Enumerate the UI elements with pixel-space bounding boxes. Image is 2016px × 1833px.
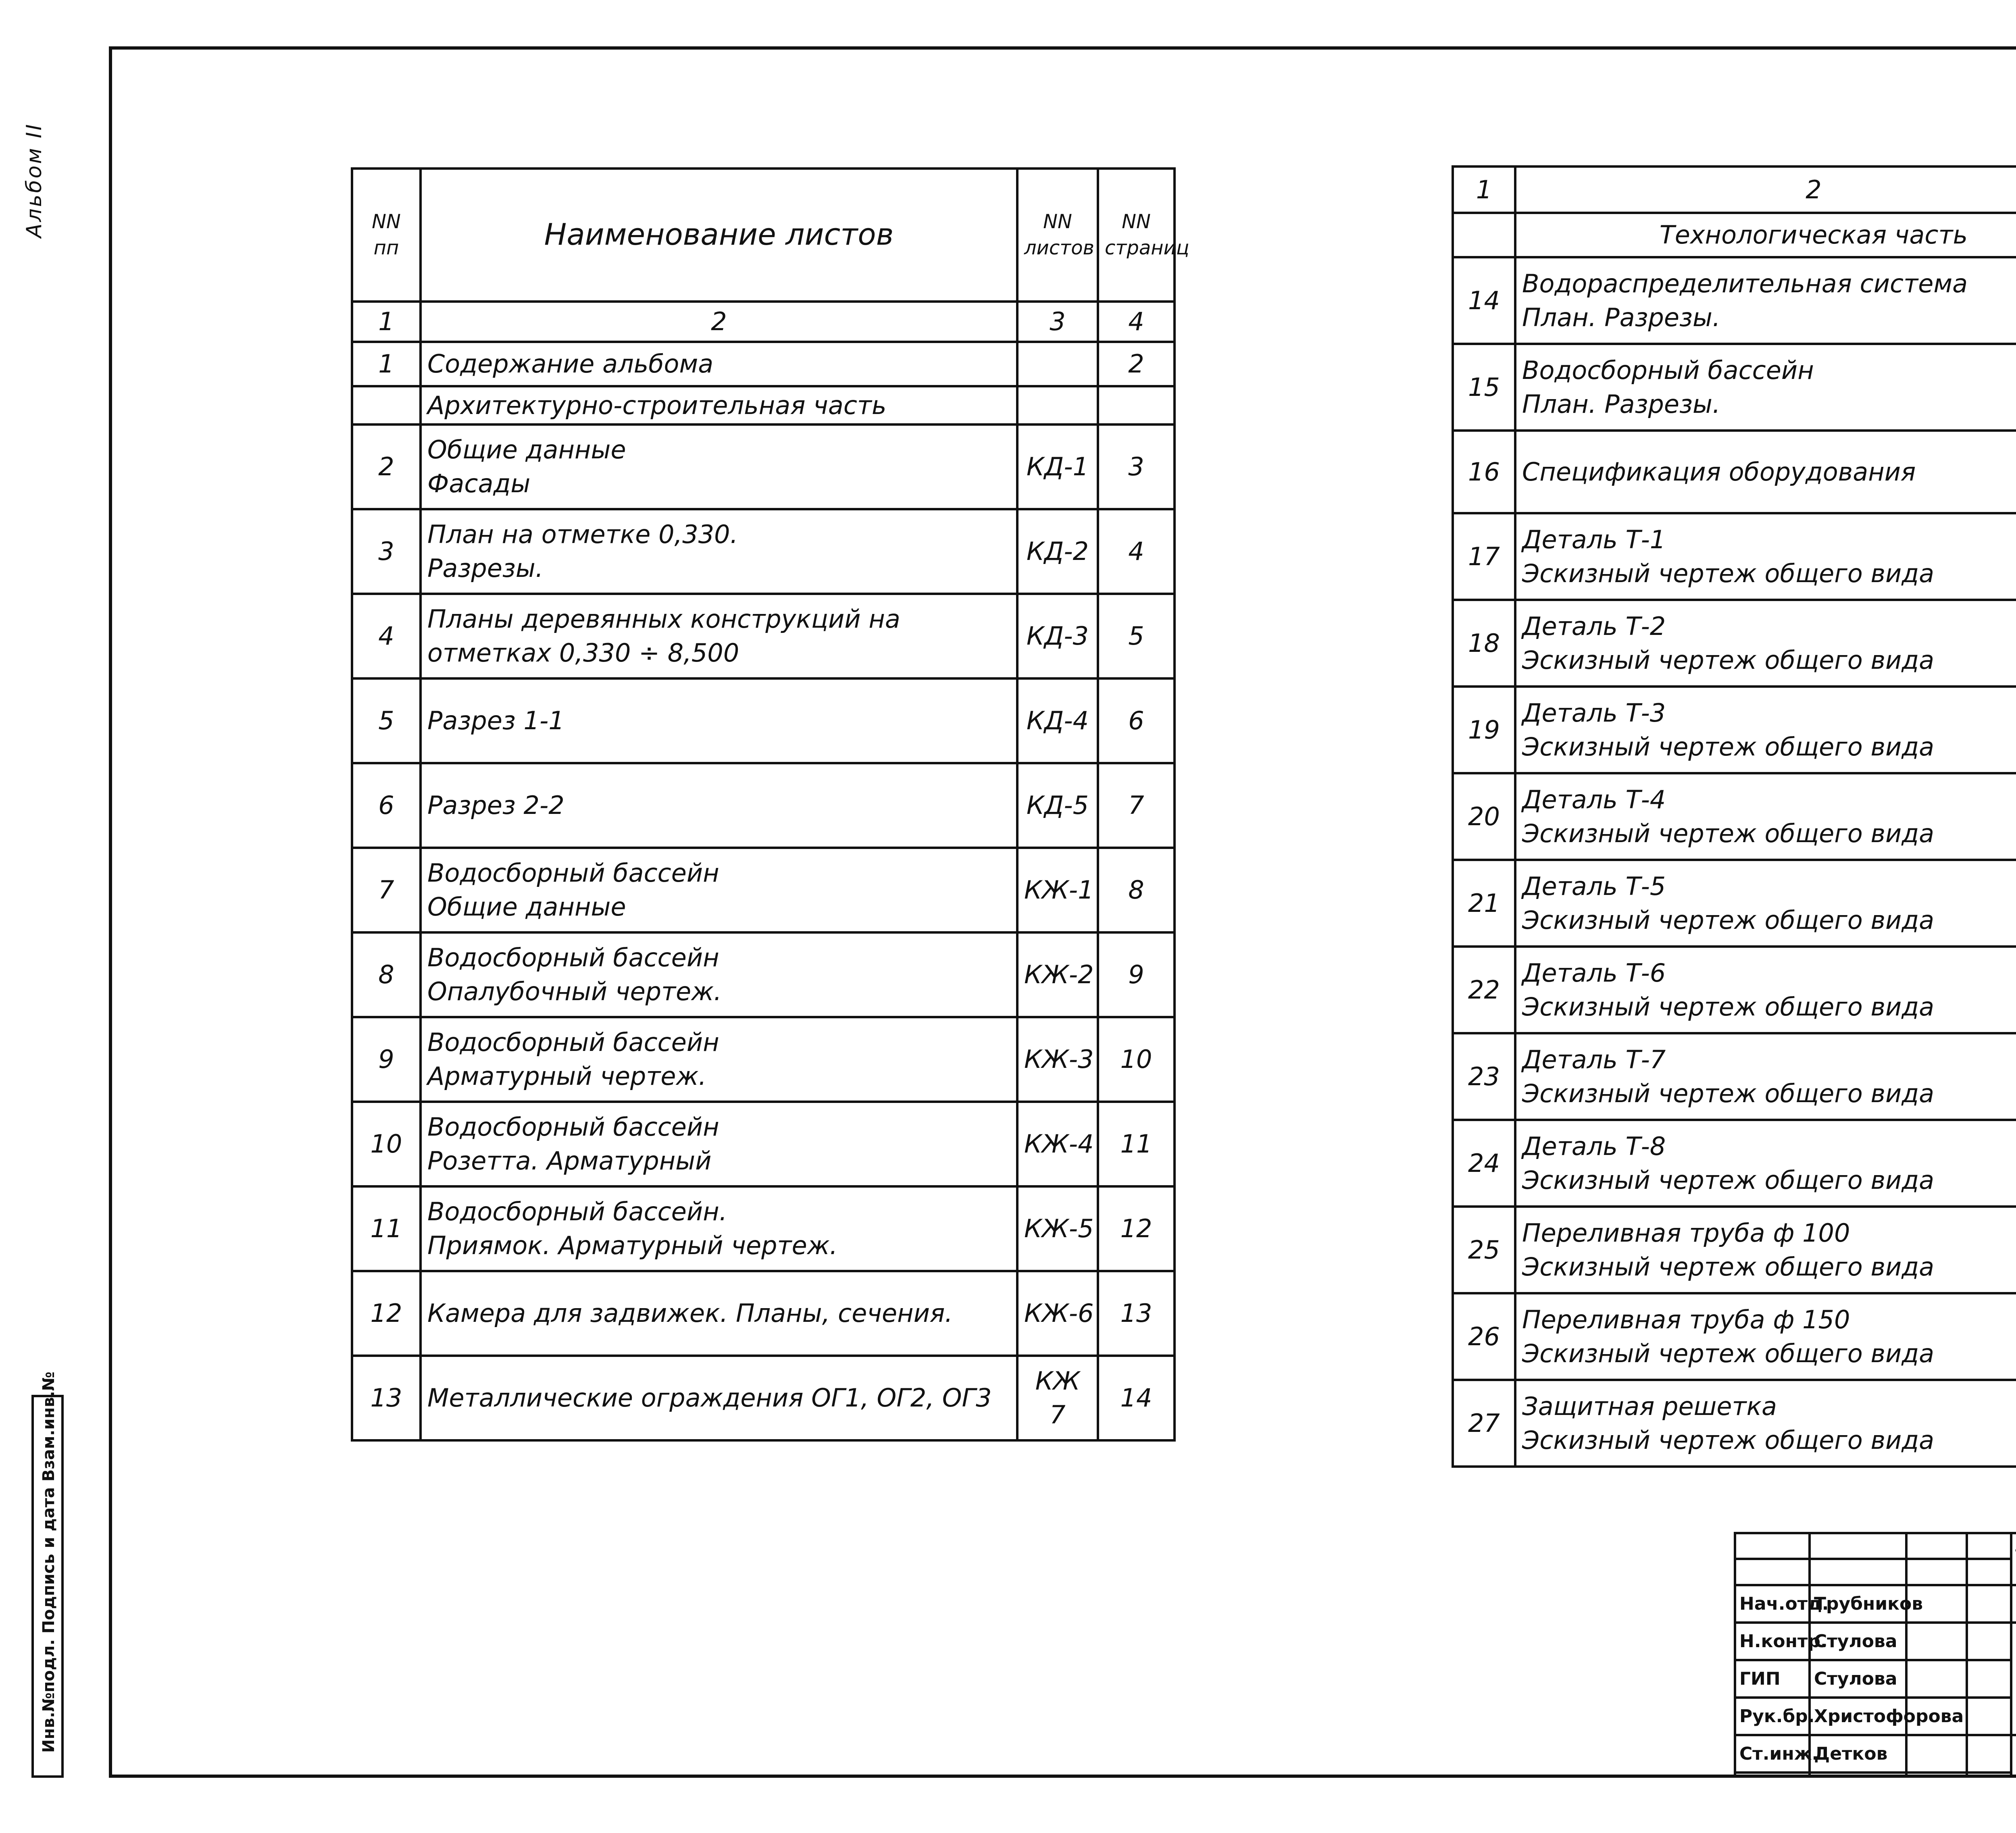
table-row [1453, 1207, 2016, 1293]
row-title: Деталь Т-1 Эскизный чертеж общего вида [1515, 513, 2016, 600]
row-page: 6 [1098, 678, 1175, 763]
row-number: 6 [352, 763, 421, 848]
doc-title [2011, 1735, 2016, 1777]
row-page: 4 [1098, 509, 1175, 594]
col-sheets-header: NN листов [1017, 169, 1098, 302]
left-contents-table [351, 167, 1189, 1442]
table-row [1453, 1380, 2016, 1467]
row-number: 14 [1453, 257, 1515, 344]
row-page: 9 [1098, 932, 1175, 1017]
row-number: 1 [352, 342, 421, 386]
row-sheet-code: КД-1 [1017, 424, 1098, 509]
table-row [1453, 687, 2016, 773]
row-sheet-code: КЖ-6 [1017, 1271, 1098, 1356]
row-page [1098, 386, 1175, 424]
row-number: 25 [1453, 1207, 1515, 1293]
table-row [1453, 947, 2016, 1033]
row-title: Содержание альбома [421, 342, 1017, 386]
row-page: 2 [1098, 342, 1175, 386]
stamp-label: Инв.№подл. Подпись и дата Взам.инв.№ [40, 1371, 58, 1753]
table-row [352, 594, 1175, 678]
table-row [1453, 773, 2016, 860]
row-title: Водосборный бассейн Арматурный чертеж. [421, 1017, 1017, 1102]
row-title: Планы деревянных конструкций на отметках 0,330 ÷ 8,500 [421, 594, 1017, 678]
row-sheet-code: КД-3 [1017, 594, 1098, 678]
row-number: 12 [352, 1271, 421, 1356]
row-page: 3 [1098, 424, 1175, 509]
row-number: 21 [1453, 860, 1515, 947]
row-number: 9 [352, 1017, 421, 1102]
col-number: 1 [352, 302, 421, 342]
table-row [352, 1186, 1175, 1271]
row-title: Водосборный бассейн Общие данные [421, 848, 1017, 932]
table-row [1453, 1293, 2016, 1380]
row-number: 11 [352, 1186, 421, 1271]
row-sheet-code [1017, 342, 1098, 386]
table-row [352, 509, 1175, 594]
approval-stamp [31, 1371, 64, 1778]
row-sheet-code: КЖ-2 [1017, 932, 1098, 1017]
row-title: Водосборный бассейн Опалубочный чертеж. [421, 932, 1017, 1017]
col-numbers-row [1453, 166, 2016, 213]
col-number: 3 [1017, 302, 1098, 342]
col-name-header: Наименование листов [421, 169, 1017, 302]
row-title: Архитектурно-строительная часть [421, 386, 1017, 424]
row-sheet-code: КЖ-5 [1017, 1186, 1098, 1271]
row-title: Деталь Т-8 Эскизный чертеж общего вида [1515, 1120, 2016, 1207]
row-number: 22 [1453, 947, 1515, 1033]
staff-role: Ст.инж. [1735, 1735, 1810, 1773]
table-row [1453, 600, 2016, 687]
row-number: 26 [1453, 1293, 1515, 1380]
staff-name: Детков [1810, 1735, 1906, 1773]
table-row [352, 1356, 1175, 1440]
row-title: Переливная труба ф 150 Эскизный чертеж общего вида [1515, 1293, 2016, 1380]
album-label: Альбом II [22, 123, 46, 238]
row-title: Водосборный бассейн. Приямок. Арматурный чертеж. [421, 1186, 1017, 1271]
table-row [352, 678, 1175, 763]
row-number: 3 [352, 509, 421, 594]
row-title: Деталь Т-4 Эскизный чертеж общего вида [1515, 773, 2016, 860]
table-row [1453, 344, 2016, 431]
table-row [352, 386, 1175, 424]
right-contents-table [1452, 165, 2016, 1468]
table-row [352, 342, 1175, 386]
staff-name: Стулова [1810, 1623, 1906, 1660]
row-number [352, 386, 421, 424]
col-pages-header: NN страниц [1098, 169, 1175, 302]
section-row [1453, 213, 2016, 257]
table-row [352, 932, 1175, 1017]
row-number: 2 [352, 424, 421, 509]
row-sheet-code: КЖ 7 [1017, 1356, 1098, 1440]
table-row [1453, 1033, 2016, 1120]
col-number: 2 [421, 302, 1017, 342]
row-page: 8 [1098, 848, 1175, 932]
row-number: 15 [1453, 344, 1515, 431]
staff-role: Рук.бр. [1735, 1698, 1810, 1735]
row-sheet-code [1017, 386, 1098, 424]
row-page: 11 [1098, 1102, 1175, 1186]
table-row [352, 848, 1175, 932]
row-sheet-code: КД-2 [1017, 509, 1098, 594]
row-page: 10 [1098, 1017, 1175, 1102]
row-title: Водораспределительная система План. Разрезы. [1515, 257, 2016, 344]
row-title: Разрез 1-1 [421, 678, 1017, 763]
row-number: 4 [352, 594, 421, 678]
row-number: 27 [1453, 1380, 1515, 1467]
row-number: 17 [1453, 513, 1515, 600]
row-page: 14 [1098, 1356, 1175, 1440]
table-row [352, 763, 1175, 848]
table-row [1453, 1120, 2016, 1207]
row-number: 16 [1453, 431, 1515, 513]
row-sheet-code: КЖ-1 [1017, 848, 1098, 932]
row-number: 7 [352, 848, 421, 932]
row-title: Камера для задвижек. Планы, сечения. [421, 1271, 1017, 1356]
row-sheet-code: КД-4 [1017, 678, 1098, 763]
row-title: Деталь Т-5 Эскизный чертеж общего вида [1515, 860, 2016, 947]
row-title: Деталь Т-2 Эскизный чертеж общего вида [1515, 600, 2016, 687]
row-title: Деталь Т-7 Эскизный чертеж общего вида [1515, 1033, 2016, 1120]
staff-name: Христофорова [1810, 1698, 1906, 1735]
row-sheet-code: КЖ-3 [1017, 1017, 1098, 1102]
row-page: 13 [1098, 1271, 1175, 1356]
row-page: 5 [1098, 594, 1175, 678]
row-number: 20 [1453, 773, 1515, 860]
row-title: План на отметке 0,330. Разрезы. [421, 509, 1017, 594]
title-block [1734, 1532, 2016, 1778]
staff-name: Стулова [1810, 1660, 1906, 1698]
staff-role: Н.контр. [1735, 1623, 1810, 1660]
row-number: 8 [352, 932, 421, 1017]
table-row [1453, 513, 2016, 600]
row-number: 23 [1453, 1033, 1515, 1120]
row-sheet-code: КД-5 [1017, 763, 1098, 848]
col-numbers-row [352, 302, 1175, 342]
row-number: 24 [1453, 1120, 1515, 1207]
col-number: 4 [1098, 302, 1175, 342]
row-title: Деталь Т-6 Эскизный чертеж общего вида [1515, 947, 2016, 1033]
row-title: Разрез 2-2 [421, 763, 1017, 848]
col-number: 1 [1453, 166, 1515, 213]
row-sheet-code: КЖ-4 [1017, 1102, 1098, 1186]
row-number: 5 [352, 678, 421, 763]
table-row [352, 1102, 1175, 1186]
row-title: Спецификация оборудования [1515, 431, 2016, 513]
col-number: 2 [1515, 166, 2016, 213]
row-title: Общие данные Фасады [421, 424, 1017, 509]
row-number: 10 [352, 1102, 421, 1186]
table-row [352, 1271, 1175, 1356]
row-title: Переливная труба ф 100 Эскизный чертеж общего вида [1515, 1207, 2016, 1293]
table-row [1453, 431, 2016, 513]
col-num-header: NN пп [352, 169, 421, 302]
table-row [1453, 860, 2016, 947]
row-number: 19 [1453, 687, 1515, 773]
row-title: Водосборный бассейн Розетта. Арматурный [421, 1102, 1017, 1186]
row-number: 18 [1453, 600, 1515, 687]
section-title: Технологическая часть [1515, 213, 2016, 257]
staff-role: Нач.отд. [1735, 1585, 1810, 1623]
row-number: 13 [352, 1356, 421, 1440]
row-title: Защитная решетка Эскизный чертеж общего вида [1515, 1380, 2016, 1467]
row-page: 7 [1098, 763, 1175, 848]
row-title: Деталь Т-3 Эскизный чертеж общего вида [1515, 687, 2016, 773]
staff-role: ГИП [1735, 1660, 1810, 1698]
table-header [352, 169, 1175, 302]
staff-name: Трубников [1810, 1585, 1906, 1623]
doc-code [2011, 1533, 2016, 1585]
row-page: 12 [1098, 1186, 1175, 1271]
row-title: Металлические ограждения ОГ1, ОГ2, ОГ3 [421, 1356, 1017, 1440]
table-row [352, 424, 1175, 509]
table-row [1453, 257, 2016, 344]
row-title: Водосборный бассейн План. Разрезы. [1515, 344, 2016, 431]
table-row [352, 1017, 1175, 1102]
object-name [2011, 1623, 2016, 1735]
